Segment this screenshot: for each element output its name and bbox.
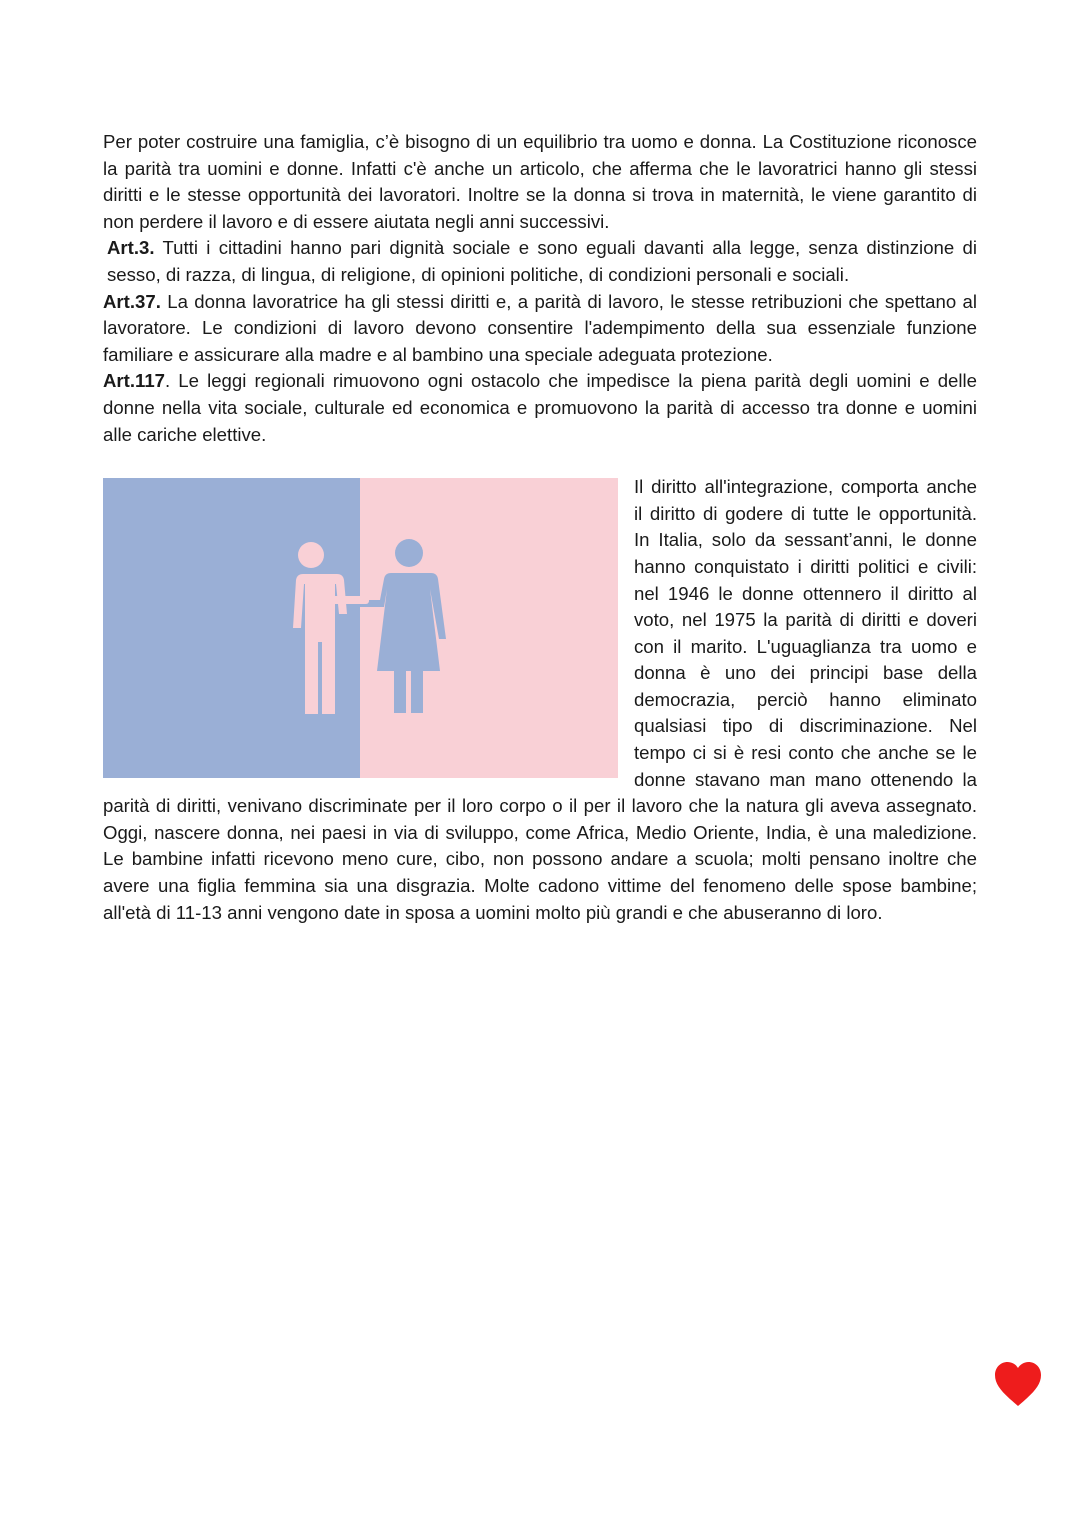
man-woman-handshake-icon [103,478,618,778]
article-3-paragraph [103,235,977,288]
woman-figure-icon [350,539,446,713]
heart-icon [994,1362,1042,1408]
intro-paragraph: Per poter costruire una famiglia, c’è bisogno di un equilibrio tra uomo e donna. La Costituzione riconosce la parità tra uomini e donne. Infatti c'è anche un articolo, che afferma che le lavoratrici hanno gli stessi diritti e le stesse opportunità dei lavoratori. Inoltre se la donna si trova in maternità, le viene garantito di non perdere il lavoro e di essere aiutata negli anni successivi. [103,131,977,232]
article-3-text: Tutti i cittadini hanno pari dignità sociale e sono eguali davanti alla legge, senza distinzione di sesso, di razza, di lingua, di religione, di opinioni politiche, di condizioni personali e sociali. [107,237,977,285]
article-37-label: Art.37. [103,290,161,312]
article-117-label: Art.117 [103,370,166,392]
man-figure-icon [285,542,347,714]
article-37-text: La donna lavoratrice ha gli stessi diritti e, a parità di lavoro, le stesse retribuzioni che spettano al lavoratore. Le condizioni di lavoro devono consentire l'adempimento della sua essenziale funzione familiare e assicurare alla madre e al bambino una speciale adeguata protezione. [103,290,977,365]
gender-equality-figure [103,478,618,778]
article-117-text: . Le leggi regionali rimuovono ogni ostacolo che impedisce la piena parità degli uomini e delle donne nella vita sociale, culturale ed economica e promuovono la parità di accesso tra donne e uomini alle cariche elettive. [103,370,977,445]
integration-section [103,463,977,926]
article-37-paragraph [103,289,977,369]
article-3-label: Art.3. [107,237,155,259]
article-117-paragraph [103,368,977,448]
document-body [103,129,977,926]
integration-paragraph: Il diritto all'integrazione, comporta anche il diritto di godere di tutte le opportunità. In Italia, solo da sessant’anni, le donne hanno conquistato i diritti politici e civili: nel 1946 le donne ottennero il diritto al voto, nel 1975 la parità di diritti e doveri con il marito. L'uguaglianza tra uomo e donna è uno dei principi base della democrazia, perciò hanno eliminato qualsiasi tipo di discriminazione. Nel tempo ci si è resi conto che anche se le donne stavano man mano ottenendo la parità di diritti, venivano discriminate per il loro corpo o il per il lavoro che la natura gli aveva assegnato. Oggi, nascere donna, nei paesi in via di sviluppo, come Africa, Medio Oriente, India, è una maledizione. Le bambine infatti ricevono meno cure, cibo, non possono andare a scuola; molti pensano inoltre che avere una figlia femmina sia una disgrazia. Molte cadono vittime del fenomeno delle spose bambine; all'età di 11-13 anni vengono date in sposa a uomini molto più grandi e che abuseranno di loro. [103,476,977,923]
